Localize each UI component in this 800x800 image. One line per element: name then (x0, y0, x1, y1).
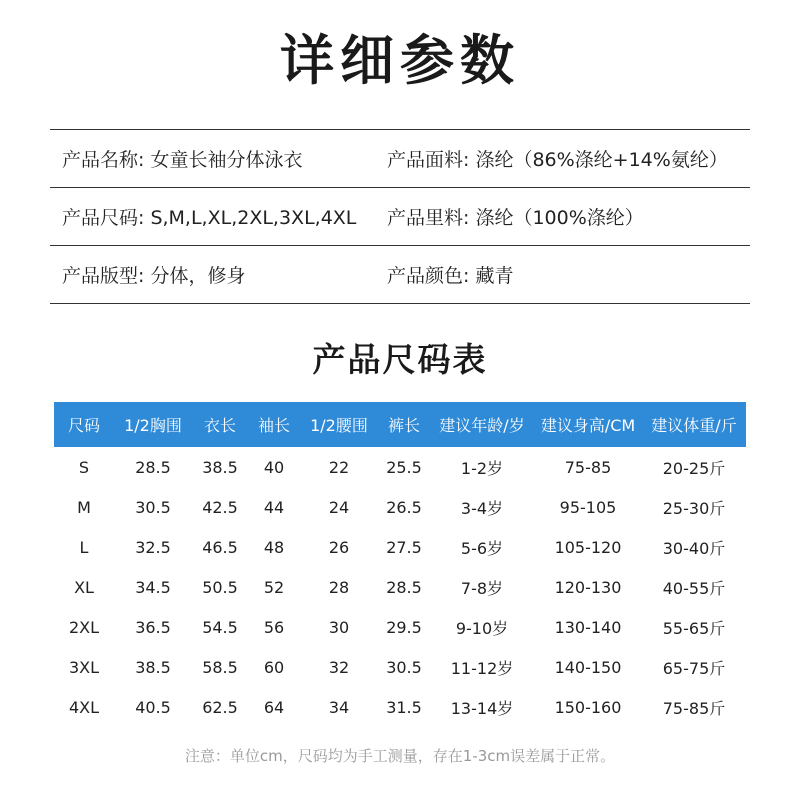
table-cell: 13-14岁 (450, 698, 514, 718)
table-cell: 46.5 (202, 537, 238, 557)
table-cell: XL (74, 577, 94, 597)
table-cell: 56 (263, 617, 285, 637)
column-header: 建议身高/CM (534, 402, 642, 447)
table-cell: 150-160 (554, 697, 622, 717)
table-cell: 40-55斤 (662, 578, 726, 598)
table-cell: 29.5 (386, 617, 422, 637)
column-header: 衣长 (192, 402, 248, 447)
spec-fabric: 产品面料: 涤纶（86%涤纶+14%氨纶） (387, 149, 728, 171)
spec-row (50, 187, 750, 245)
table-cell: M (77, 497, 91, 517)
spec-row (50, 245, 750, 304)
spec-product-name: 产品名称: 女童长袖分体泳衣 (62, 149, 303, 171)
table-cell: 30.5 (386, 657, 422, 677)
table-cell: 38.5 (202, 457, 238, 477)
table-cell: 64 (263, 697, 285, 717)
table-cell: 26.5 (386, 497, 422, 517)
table-cell: 28.5 (386, 577, 422, 597)
table-cell: 2XL (68, 617, 100, 637)
spec-color: 产品颜色: 藏青 (387, 265, 514, 287)
table-cell: 30 (328, 617, 350, 637)
table-cell: 24 (328, 497, 350, 517)
table-cell: 34 (328, 697, 350, 717)
spec-sizes: 产品尺码: S,M,L,XL,2XL,3XL,4XL (62, 207, 357, 229)
table-cell: 26 (328, 537, 350, 557)
table-cell: 75-85 (564, 457, 612, 477)
spec-row (50, 129, 750, 187)
table-cell: 4XL (68, 697, 100, 717)
table-cell: S (78, 457, 90, 477)
table-cell: 52 (263, 577, 285, 597)
table-header-row (54, 402, 746, 447)
table-cell: 25-30斤 (662, 498, 726, 518)
table-cell: 34.5 (135, 577, 171, 597)
table-cell: 3-4岁 (460, 498, 504, 518)
table-cell: 105-120 (554, 537, 622, 557)
table-row (54, 687, 746, 727)
table-cell: 11-12岁 (450, 658, 514, 678)
table-cell: 36.5 (135, 617, 171, 637)
table-cell: 130-140 (554, 617, 622, 637)
spec-fit: 产品版型: 分体，修身 (62, 265, 246, 287)
size-chart-table (54, 402, 746, 727)
table-cell: 65-75斤 (662, 658, 726, 678)
table-cell: 55-65斤 (662, 618, 726, 638)
page-title: 详细参数 (280, 29, 520, 92)
table-row (54, 527, 746, 567)
table-cell: 40.5 (135, 697, 171, 717)
table-cell: 54.5 (202, 617, 238, 637)
table-cell: 50.5 (202, 577, 238, 597)
table-cell: 31.5 (386, 697, 422, 717)
table-cell: 22 (328, 457, 350, 477)
spec-lining: 产品里料: 涤纶（100%涤纶） (387, 207, 644, 229)
table-cell: 30.5 (135, 497, 171, 517)
table-cell: L (79, 537, 89, 557)
column-header: 1/2腰围 (300, 402, 378, 447)
table-cell: 48 (263, 537, 285, 557)
table-cell: 40 (263, 457, 285, 477)
table-cell: 58.5 (202, 657, 238, 677)
size-chart-title: 产品尺码表 (312, 340, 488, 379)
table-cell: 60 (263, 657, 285, 677)
column-header: 裤长 (378, 402, 430, 447)
column-header: 1/2胸围 (114, 402, 192, 447)
column-header: 袖长 (248, 402, 300, 447)
table-cell: 42.5 (202, 497, 238, 517)
table-cell: 140-150 (554, 657, 622, 677)
table-cell: 62.5 (202, 697, 238, 717)
table-cell: 5-6岁 (460, 538, 504, 558)
table-cell: 28 (328, 577, 350, 597)
table-cell: 9-10岁 (455, 618, 509, 638)
table-row (54, 447, 746, 487)
table-cell: 1-2岁 (460, 458, 504, 478)
table-cell: 75-85斤 (662, 698, 726, 718)
table-row (54, 647, 746, 687)
table-cell: 3XL (68, 657, 100, 677)
table-cell: 95-105 (559, 497, 617, 517)
table-row (54, 567, 746, 607)
table-cell: 44 (263, 497, 285, 517)
column-header: 建议年龄/岁 (430, 402, 534, 447)
table-cell: 120-130 (554, 577, 622, 597)
table-cell: 20-25斤 (662, 458, 726, 478)
column-header: 建议体重/斤 (642, 402, 746, 447)
column-header: 尺码 (54, 402, 114, 447)
table-cell: 32 (328, 657, 350, 677)
table-cell: 28.5 (135, 457, 171, 477)
table-cell: 25.5 (386, 457, 422, 477)
table-row (54, 487, 746, 527)
table-cell: 38.5 (135, 657, 171, 677)
measurement-note: 注意：单位cm，尺码均为手工测量，存在1-3cm误差属于正常。 (184, 747, 616, 765)
table-row (54, 607, 746, 647)
table-cell: 7-8岁 (460, 578, 504, 598)
table-cell: 30-40斤 (662, 538, 726, 558)
table-cell: 32.5 (135, 537, 171, 557)
spec-list (50, 129, 750, 304)
table-cell: 27.5 (386, 537, 422, 557)
